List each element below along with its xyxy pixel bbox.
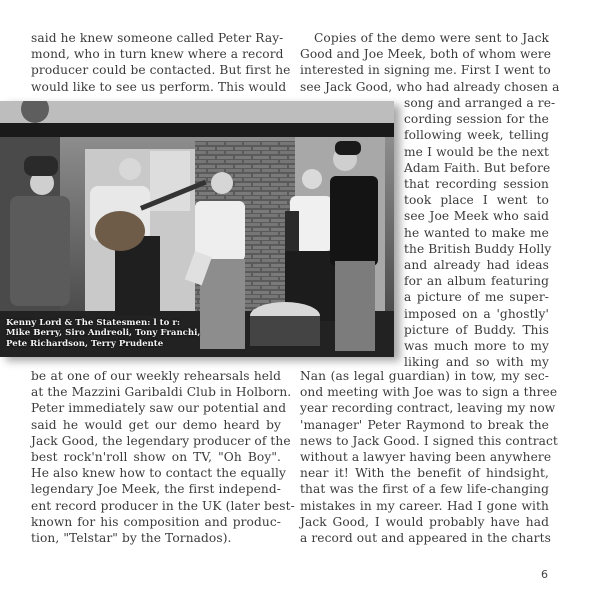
text-line: without a lawyer having been anywhere [300,450,552,464]
photo-caption-line: Kenny Lord & The Statesmen: l to r: [6,317,181,328]
band-photo [0,101,394,357]
text-line: picture of Buddy. This [404,322,549,337]
text-line: Peter immediately saw our potential and [31,401,287,416]
text-line: ent record producer in the UK (later best- [31,498,295,513]
text-line: year recording contract, leaving my now [300,401,556,416]
text-line: mistakes in my career. Had I gone with [300,498,549,513]
photo-caption-line: Mike Berry, Siro Andreoli, Tony Franchi, [6,328,201,338]
text-line: Jack Good, the legendary producer of the [31,433,291,448]
text-line: Nan (as legal guardian) in tow, my sec- [300,369,549,383]
text-line: Good and Joe Meek, both of whom were [300,47,552,62]
text-line: see Jack Good, who had already chosen a [300,79,560,94]
text-line: legendary Joe Meek, the first independ- [31,482,281,497]
text-line: a picture of me super- [404,290,549,305]
text-line: was much more to my [404,339,549,353]
text-line: took place I went to [404,193,549,208]
text-line: said he knew someone called Peter Ray- [31,31,284,45]
text-line: Adam Faith. But before [404,160,551,175]
text-line: a record out and appeared in the charts [300,531,551,545]
text-line: producer could be contacted. But first he [31,63,291,78]
text-line: Jack Good, I would probably have had [300,514,549,529]
text-line: cording session for the [404,112,549,127]
text-line: known for his composition and produc- [31,514,281,529]
text-line: song and arranged a re- [404,96,556,110]
text-line: mond, who in turn knew where a record [31,47,284,62]
text-line: news to Jack Good. I signed this contract [300,433,558,448]
page-number: 6 [541,568,548,581]
text-line: be at one of our weekly rehearsals held [31,369,281,383]
text-line: me I would be the next [404,144,549,159]
text-line: for an album featuring [404,274,549,289]
text-line: interested in signing me. First I went to [300,63,551,78]
text-line: that recording session [404,177,549,191]
text-line: see Joe Meek who said [404,209,549,224]
text-line: liking and so with my [404,355,549,370]
text-line: 'manager' Peter Raymond to break the [300,417,549,432]
text-line: that was the first of a few life-changing [300,482,549,497]
photo-caption [6,318,200,350]
text-line: said he would get our demo heard by [31,417,281,432]
text-line: would like to see us perform. This would [31,79,287,94]
photo-caption-line: Pete Richardson, Terry Prudente [6,338,164,349]
text-line: following week, telling [404,128,549,143]
text-line: and already had ideas [404,258,549,272]
text-line: he wanted to make me [404,225,549,240]
text-line: near it! With the benefit of hindsight, [300,466,549,481]
text-line: Copies of the demo were sent to Jack [314,31,549,45]
text-line: best rock'n'roll show on TV, "Oh Boy". [31,450,281,464]
text-line: imposed on a 'ghostly' [404,306,549,321]
text-line: ond meeting with Joe was to sign a three [300,385,558,400]
text-line: tion, "Telstar" by the Tornados). [31,531,232,545]
text-line: the British Buddy Holly [404,241,552,256]
text-line: He also knew how to contact the equally [31,466,287,481]
text-line: at the Mazzini Garibaldi Club in Holborn. [31,385,292,400]
